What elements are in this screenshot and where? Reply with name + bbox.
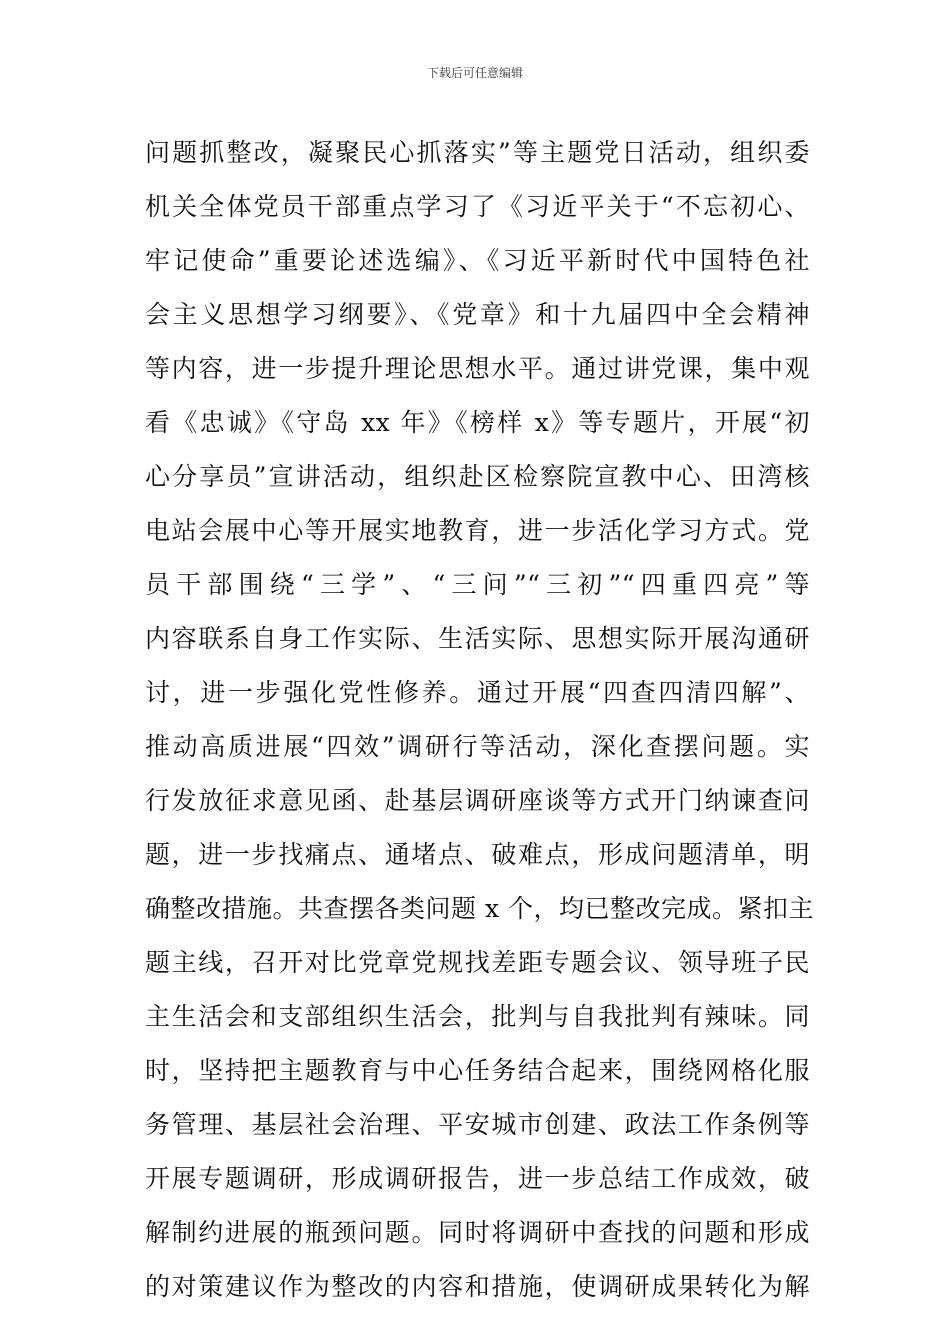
body-line: 机关全体党员干部重点学习了《习近平关于“不忘初心、 [145, 192, 810, 221]
body-line: 推动高质进展“四效”调研行等活动，深化查摆问题。实 [145, 732, 810, 761]
body-line: 电站会展中心等开展实地教育，进一步活化学习方式。党 [145, 516, 810, 545]
body-line: 心分享员”宣讲活动，组织赴区检察院宣教中心、田湾核 [145, 462, 810, 491]
document-body [145, 126, 814, 1314]
body-line: 行发放征求意见函、赴基层调研座谈等方式开门纳谏查问 [145, 786, 810, 815]
page-header: 下载后可任意编辑 [426, 66, 523, 80]
body-line: 务管理、基层社会治理、平安城市创建、政法工作条例等 [145, 1110, 810, 1139]
body-line: 确整改措施。共查摆各类问题 x 个，均已整改完成。紧扣主 [145, 894, 814, 923]
body-line: 的对策建议作为整改的内容和措施，使调研成果转化为解 [145, 1272, 810, 1301]
body-line: 内容联系自身工作实际、生活实际、思想实际开展沟通研 [145, 624, 810, 653]
body-line: 牢记使命”重要论述选编》、《习近平新时代中国特色社 [145, 246, 810, 275]
body-line: 解制约进展的瓶颈问题。同时将调研中查找的问题和形成 [145, 1218, 810, 1247]
body-line: 题主线，召开对比党章党规找差距专题会议、领导班子民 [145, 948, 810, 977]
body-line: 时，坚持把主题教育与中心任务结合起来，围绕网格化服 [145, 1056, 810, 1085]
body-line: 讨，进一步强化党性修养。通过开展“四查四清四解”、 [145, 678, 810, 707]
body-line: 等内容，进一步提升理论思想水平。通过讲党课，集中观 [145, 354, 810, 383]
body-line: 看《忠诚》《守岛 xx 年》《榜样 x》等专题片，开展“初 [145, 408, 810, 437]
body-line: 员干部围绕“三学”、“三问”“三初”“四重四亮”等 [145, 570, 810, 599]
body-line: 会主义思想学习纲要》、《党章》和十九届四中全会精神 [145, 300, 810, 329]
body-line: 主生活会和支部组织生活会，批判与自我批判有辣味。同 [145, 1002, 810, 1031]
body-line: 问题抓整改，凝聚民心抓落实”等主题党日活动，组织委 [145, 138, 810, 167]
body-line: 题，进一步找痛点、通堵点、破难点，形成问题清单，明 [145, 840, 810, 869]
body-line: 开展专题调研，形成调研报告，进一步总结工作成效，破 [145, 1164, 810, 1193]
